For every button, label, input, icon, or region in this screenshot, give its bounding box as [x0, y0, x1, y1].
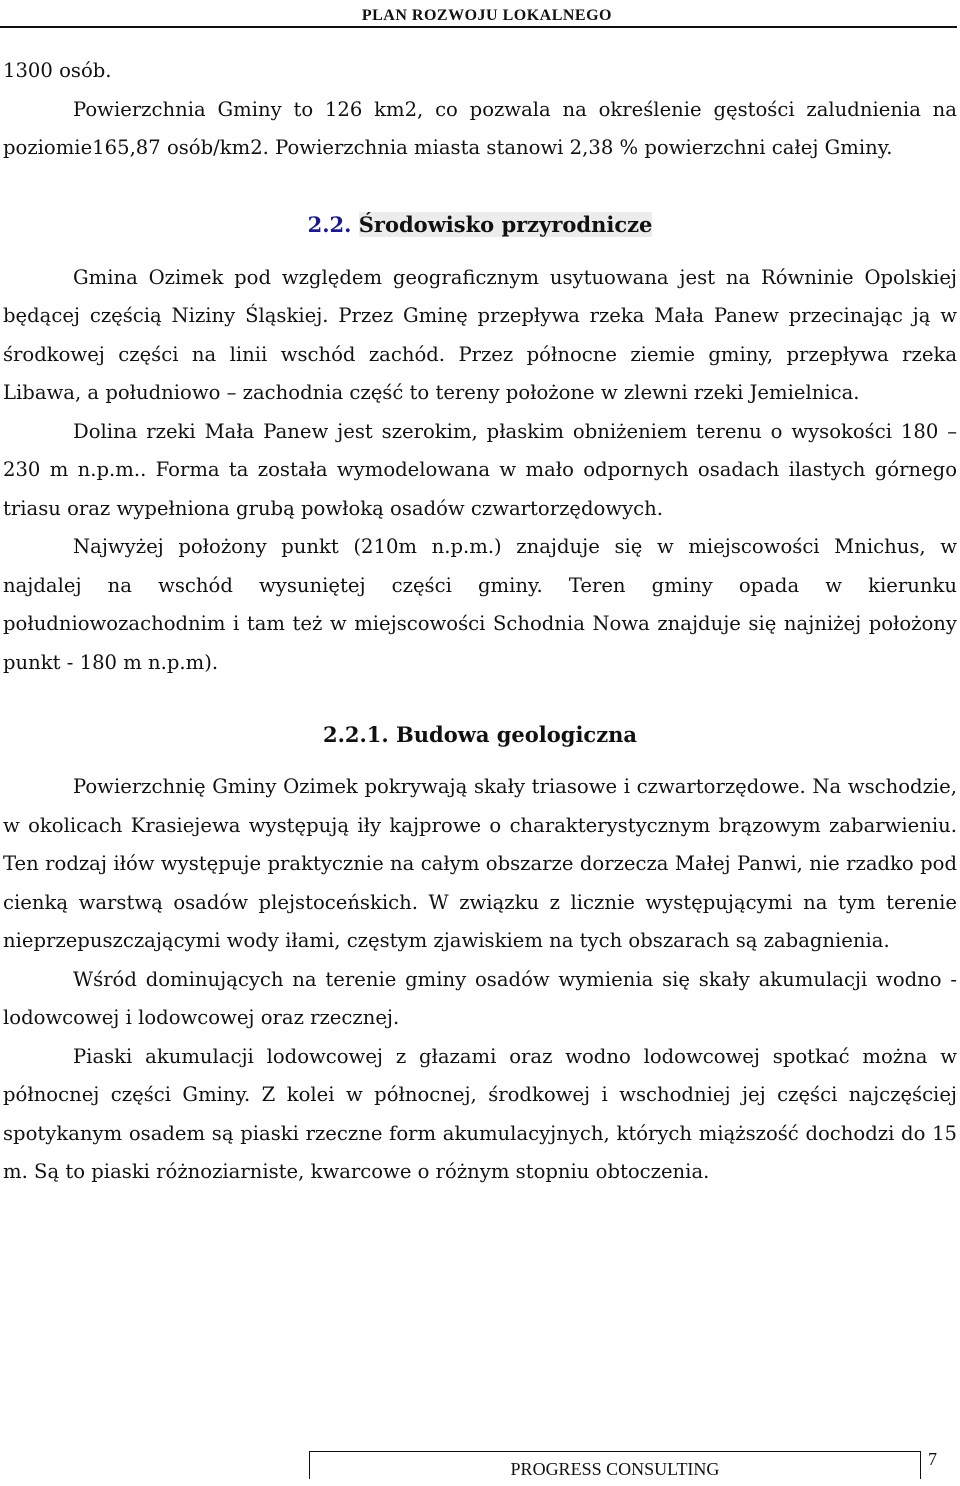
section-heading-2-2 — [3, 206, 957, 244]
section-heading-2-2-1: 2.2.1. Budowa geologiczna — [322, 722, 638, 747]
section-2-2-paragraph-3: Najwyżej położony punkt (210m n.p.m.) znajduje się w miejscowości Mnichus, w najdalej na wschód wysuniętej części gminy. Teren gminy opada w kierunku południowozachodnim i tam też w miejscowości Schodnia Nowa znajduje się najniżej położony punkt - 180 m n.p.m). — [3, 535, 957, 674]
page-footer — [0, 1451, 960, 1482]
section-2-2-1-paragraph-3: Piaski akumulacji lodowcowej z głazami oraz wodno lodowcowej spotkać można w północnej części Gminy. Z kolei w północnej, środkowej i wschodniej jej części najczęściej spotykanym osadem są piaski rzeczne form akumulacyjnych, których miąższość dochodzi do 15 m. Są to piaski różnoziarniste, kwarcowe o różnym stopniu obtoczenia. — [3, 1044, 957, 1183]
section-number: 2.2. — [307, 211, 352, 237]
section-2-2-1-paragraph-1: Powierzchnię Gminy Ozimek pokrywają skały triasowe i czwartorzędowe. Na wschodzie, w okolicach Krasiejewa występują iły kajprowe o charakterystycznym brązowym zabarwieniu. Ten rodzaj iłów występuje praktycznie na całym obszarze dorzecza Małej Panwi, nie rzadko pod cienką warstwą osadów plejstoceńskich. W związku z licznie występującymi na tym terenie nieprzepuszczającymi wody iłami, częstym zjawiskiem na tych obszarach są zabagnienia. — [3, 775, 957, 952]
header-title: PLAN ROZWOJU LOKALNEGO — [361, 7, 612, 24]
intro-paragraph: Powierzchnia Gminy to 126 km2, co pozwala na określenie gęstości zaludnienia na poziomie165,87 osób/km2. Powierzchnia miasta stanowi 2,38 % powierzchni całej Gminy. — [3, 97, 957, 159]
section-2-2-paragraph-2: Dolina rzeki Mała Panew jest szerokim, płaskim obniżeniem terenu o wysokości 180 – 230 m n.p.m.. Forma ta została wymodelowana w mało odpornych osadach ilastych górnego triasu oraz wypełniona grubą powłoką osadów czwartorzędowych. — [3, 419, 957, 520]
page-number: 7 — [928, 1449, 937, 1469]
document-body — [3, 52, 957, 1192]
footer-company: PROGRESS CONSULTING — [309, 1451, 921, 1479]
intro-line: 1300 osób. — [3, 59, 112, 82]
page-header — [0, 0, 957, 28]
section-2-2-paragraph-1: Gmina Ozimek pod względem geograficznym usytuowana jest na Równinie Opolskiej będącej częścią Niziny Śląskiej. Przez Gminę przepływa rzeka Mała Panew przecinając ją w środkowej części na linii wschód zachód. Przez północne ziemie gminy, przepływa rzeka Libawa, a południowo – zachodnia część to tereny położone w zlewni rzeki Jemielnica. — [3, 265, 957, 404]
section-title: Środowisko przyrodnicze — [358, 211, 653, 237]
section-2-2-1-paragraph-2: Wśród dominujących na terenie gminy osadów wymienia się skały akumulacji wodno - lodowcowej i lodowcowej oraz rzecznej. — [3, 967, 957, 1029]
